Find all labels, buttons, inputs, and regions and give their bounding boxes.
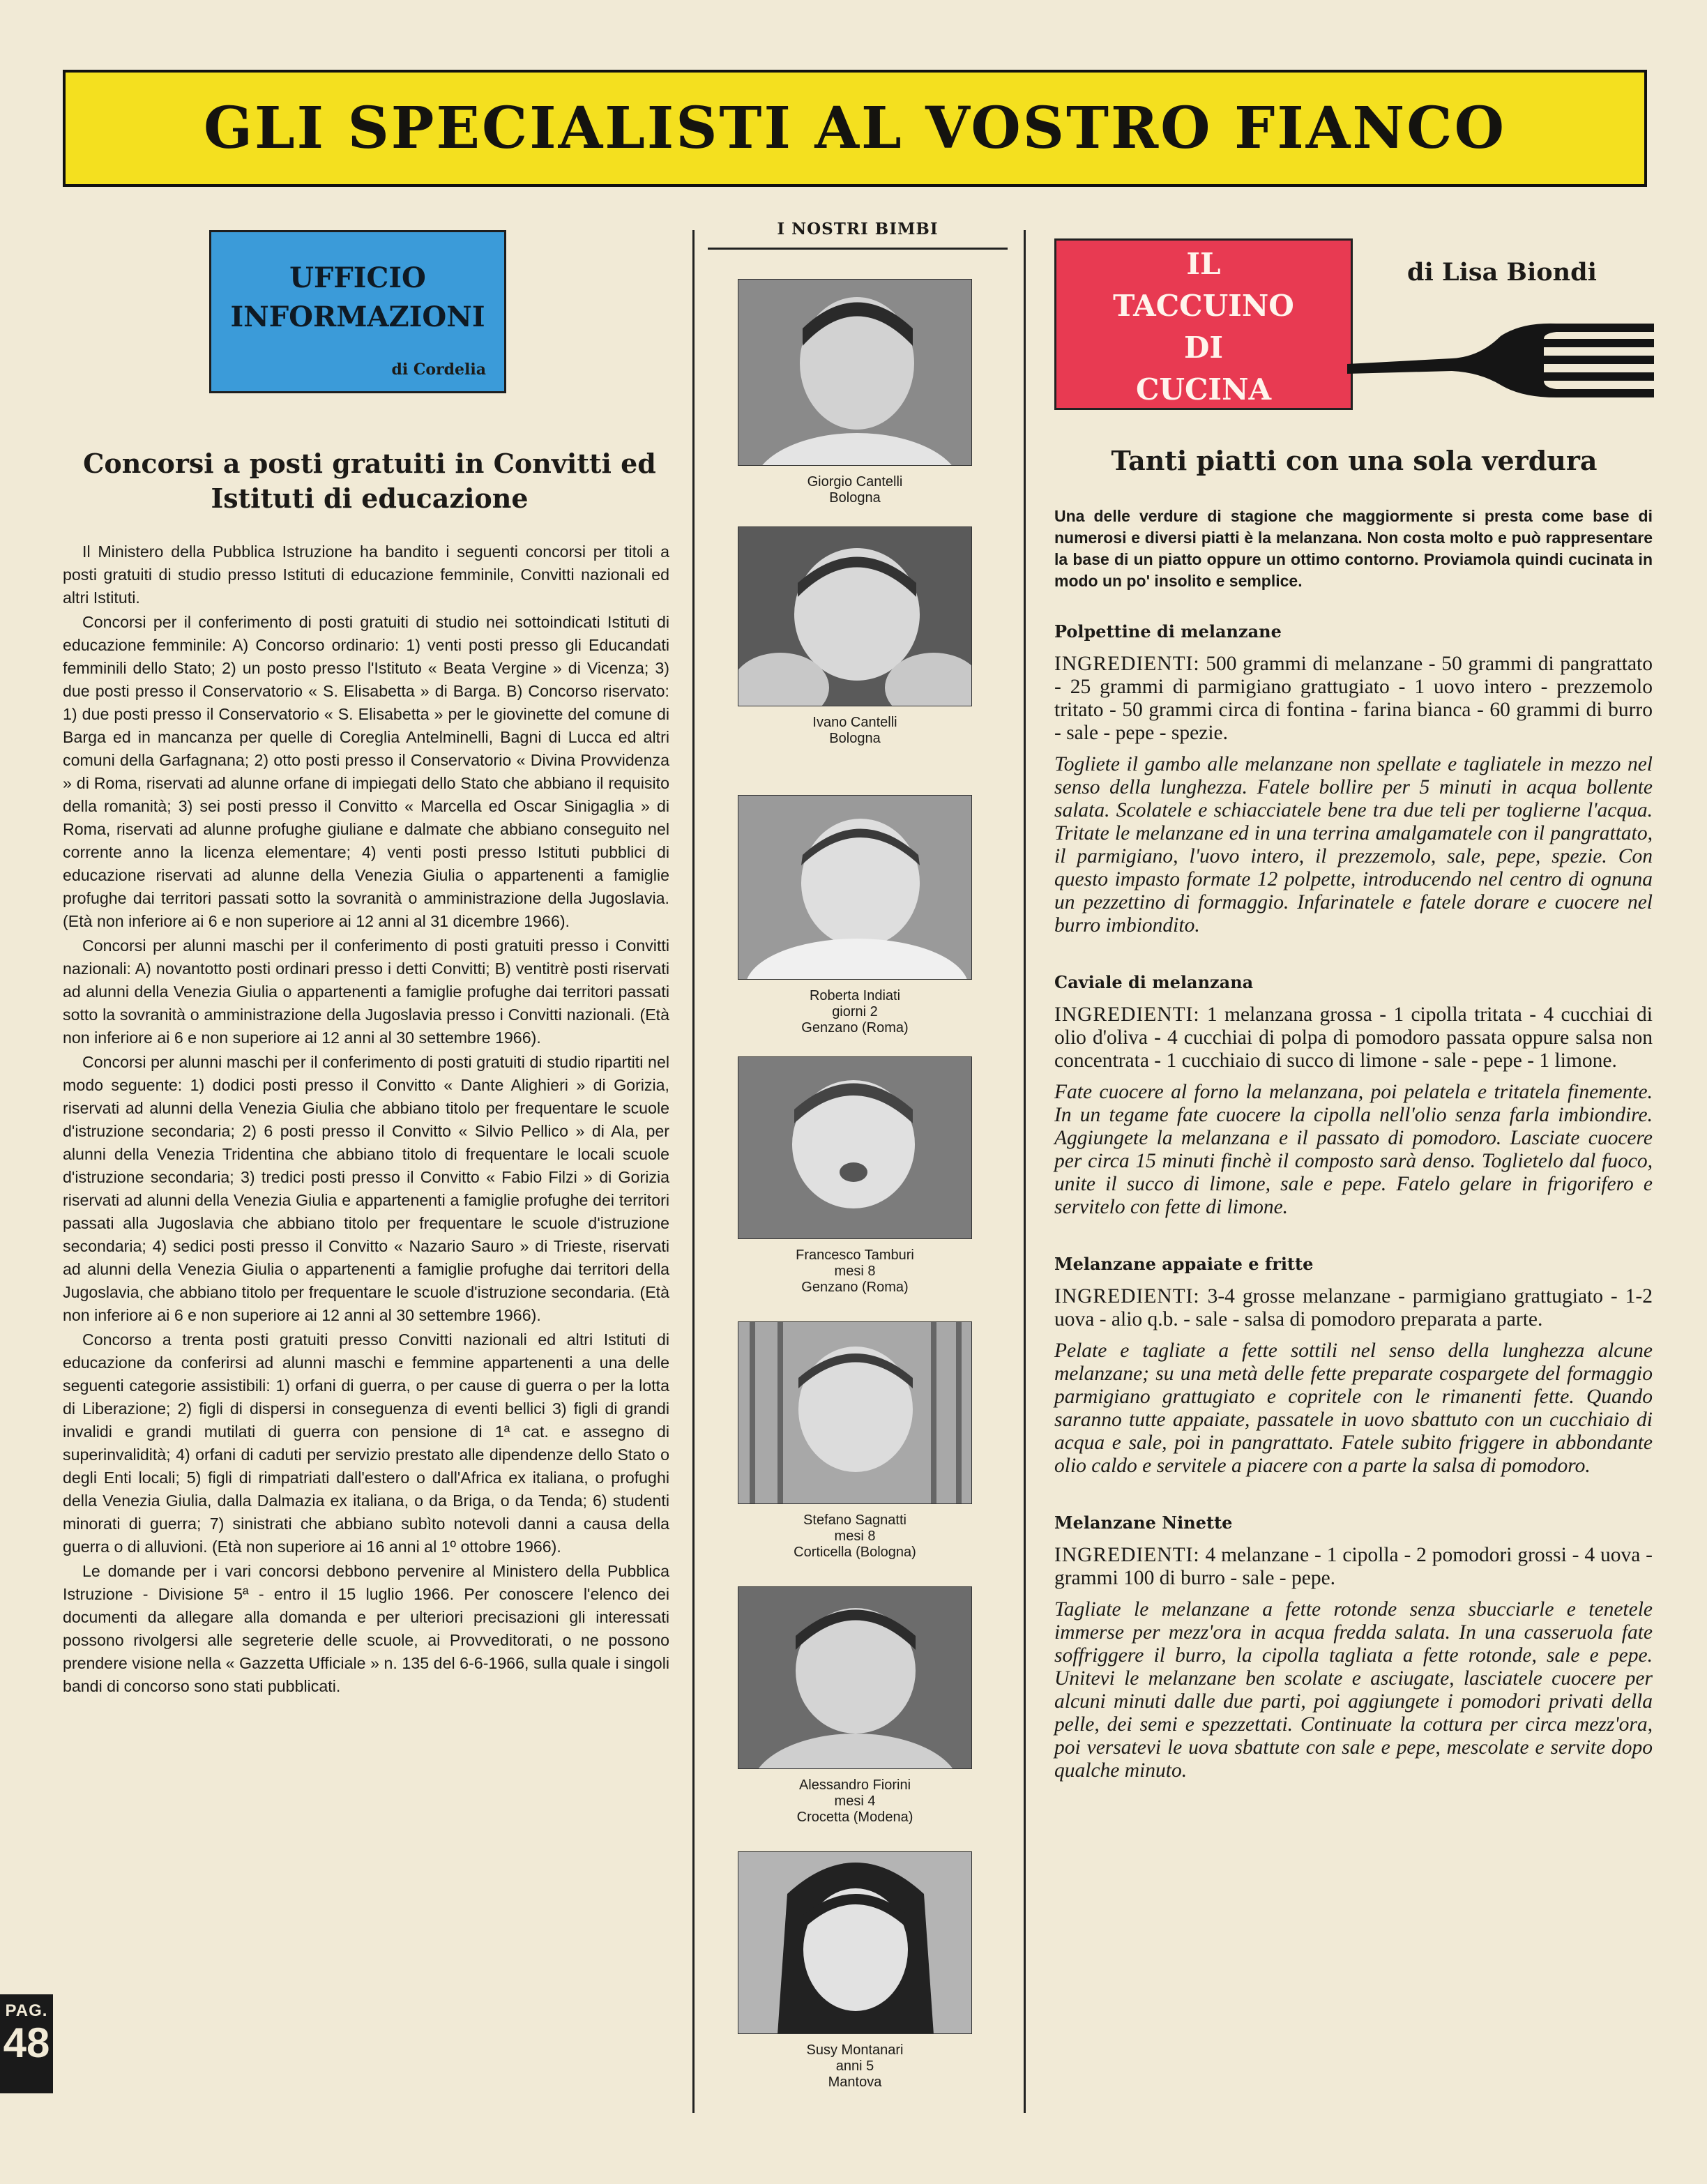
baby-caption xyxy=(738,1512,972,1561)
baby-entry xyxy=(738,1851,972,2091)
article-paragraph: Le domande per i vari concorsi debbono pervenire al Ministero della Pubblica Istruzione - Divisione 5ª - entro il 15 luglio 1966. Per conoscere l'elenco dei documenti da allegare alla domanda e per ulteriori precisazioni gli interessati possono rivolgersi alle segreterie delle scuole, ai Provveditorati, o ne possono prendere visione nella « Gazzetta Ufficiale » n. 135 del 6-6-1966, sulla quale i singoli bandi di concorso sono stati pubblicati. xyxy=(63,1562,669,1695)
baby-name: Ivano Cantelli xyxy=(812,715,897,730)
recipe-box-line: TACCUINO xyxy=(1113,289,1294,323)
recipe-item xyxy=(1054,1512,1653,1782)
info-office-author: di Cordelia xyxy=(391,361,486,379)
banner-title: GLI SPECIALISTI AL VOSTRO FIANCO xyxy=(203,95,1506,162)
ingredients-text: 4 melanzane - 1 cipolla - 2 pomodori grossi - 4 uova - grammi 100 di burro - sale - pepe. xyxy=(1054,1544,1653,1589)
recipe-item xyxy=(1054,621,1653,937)
info-office-title: UFFICIO INFORMAZIONI xyxy=(230,261,485,333)
recipe-title: Polpettine di melanzane xyxy=(1054,621,1282,642)
recipe-method: Fate cuocere al forno la melanzana, poi pelatela e tritatela finemente. In un tegame fate cuocere la cipolla nell'olio senza farla imbiondire. Aggiungete la melanzana e il passato di pomodoro. Lasciate cuocere per circa 15 minuti finchè il composto sarà denso. Toglietelo dal fuoco, unite il succo di limone, sale e pepe. Fatelo gelare in frigorifero e servitelo con fette di limone. xyxy=(1054,1081,1653,1218)
baby-detail: mesi 8 xyxy=(834,1264,876,1279)
baby-entry xyxy=(738,1056,972,1296)
baby-caption xyxy=(738,715,972,747)
baby-place: Crocetta (Modena) xyxy=(796,1810,913,1825)
ingredients-label: INGREDIENTI: xyxy=(1054,1003,1200,1026)
recipe-intro: Una delle verdure di stagione che maggiormente si presta come base di numerosi e diversi piatti è la melanzana. Non costa molto e può rappresentare la base di un piatto oppure un ottimo contorno. Proviamola quindi cucinata in modo un po' insolito e semplice. xyxy=(1054,507,1653,590)
baby-caption xyxy=(738,474,972,506)
baby-caption xyxy=(738,1248,972,1296)
page-number-tab xyxy=(0,1994,53,2093)
baby-detail: mesi 8 xyxy=(834,1529,876,1544)
baby-photo xyxy=(738,795,972,980)
baby-place: Mantova xyxy=(828,2075,882,2090)
recipe-item xyxy=(1054,972,1653,1219)
baby-photo xyxy=(738,526,972,706)
page-label: PAG. xyxy=(5,2001,48,2020)
ingredients-text: 3-4 grosse melanzane - parmigiano grattugiato - 1-2 uova - alio q.b. - sale - salsa di pomodoro preparata a parte. xyxy=(1054,1285,1653,1330)
article-body xyxy=(63,540,669,1699)
article-paragraph: Concorsi per alunni maschi per il conferimento di posti gratuiti presso i Convitti nazionali: A) novantotto posti ordinari presso i detti Convitti; B) ventitrè posti riservati ad alunni della Venezia Giulia o appartenenti a famiglie profughe dai territori passati sotto la sovranità o amministrazione della Jugoslavia presso i Convitti nazionali. (Età non inferiore ai 6 e non superiore ai 12 anni al 30 settembre 1966). xyxy=(63,936,669,1047)
article-paragraph: Concorsi per il conferimento di posti gratuiti di studio nei sottoindicati Istituti di educazione femminile: A) Concorso ordinario: 1) venti posti presso gli Educandati femminili dello Stato; 2) un posto presso l'Istituto « Beata Vergine » di Vicenza; 3) due posti presso il Conservatorio « S. Elisabetta » di Barga. B) Concorso riservato: 1) due posti presso il Conservatorio « S. Elisabetta » per le giovinette del comune di Barga ed in mancanza per quelle di Coreglia Antelminelli, Bagni di Lucca ed altri comuni della Garfagnana; 2) otto posti presso il Conservatorio « Divina Provvidenza » di Roma, riservati ad alunne orfane di impiegati dello Stato che abbiano il requisito della romanità; 3) sei posti presso il Convitto « Marcella ed Oscar Sinigaglia » di Roma, riservati ad alunne profughe giuliane e dalmate che abbiano conseguito nel corrente anno la licenza elementare; 4) venti posti presso Istituti pubblici di educazione riservati ad alunne della Venezia Giulia o appartenenti a famiglie profughe dai territori passati sotto la sovranità o amministrazione della Jugoslavia. (Età non inferiore ai 6 e non superiore ai 12 anni al 31 dicembre 1966). xyxy=(63,613,669,930)
recipe-title: Caviale di melanzana xyxy=(1054,972,1254,992)
recipe-box-line: DI xyxy=(1183,331,1224,365)
baby-entry xyxy=(738,279,972,506)
ingredients-label: INGREDIENTI: xyxy=(1054,653,1200,675)
baby-name: Alessandro Fiorini xyxy=(798,1777,911,1793)
baby-name: Francesco Tamburi xyxy=(796,1248,914,1263)
baby-photo xyxy=(738,1586,972,1769)
page-number: 48 xyxy=(3,2019,50,2066)
baby-name: Stefano Sagnatti xyxy=(803,1512,906,1528)
recipe-method: Togliete il gambo alle melanzane non spellate e tagliatele in mezzo nel senso della lunghezza. Fatele bollire per 5 minuti in acqua bollente salata. Scolatele e schiacciatele bene tra due teli per toglierne l'acqua. Tritate le melanzane ed in una terrina amalgamatele con il pangrattato, il parmigiano, l'uovo intero, il prezzemolo, sale, pepe, spezie. Con questo impasto formate 12 polpette, introducendo nel centro di ognuna un pezzettino di formaggio. Infarinatele e fatele dorare e cuocere nel burro imbiondito. xyxy=(1054,753,1653,936)
ingredients-label: INGREDIENTI: xyxy=(1054,1544,1200,1566)
recipe-title: Melanzane appaiate e fritte xyxy=(1054,1254,1314,1274)
ingredients-text: 1 melanzana grossa - 1 cipolla tritata - 4 cucchiai di olio d'oliva - 4 cucchiai di polpa di pomodoro passata oppure salsa non concentrata - 1 cucchiaio di succo di limone - sale - pepe - 1 limone. xyxy=(1054,1003,1653,1072)
article-headline: Concorsi a posti gratuiti in Convitti ed Istituti di educazione xyxy=(83,448,656,514)
baby-entry xyxy=(738,1586,972,1826)
baby-photo xyxy=(738,1851,972,2034)
recipe-notebook-box xyxy=(1054,238,1353,410)
babies-heading-rule xyxy=(708,248,1008,250)
column-divider-left xyxy=(692,230,695,2113)
column-divider-right xyxy=(1024,230,1026,2113)
baby-entry xyxy=(738,1321,972,1561)
baby-photo xyxy=(738,1321,972,1504)
article-paragraph: Concorsi per alunni maschi per il conferimento di posti gratuiti di studio ripartiti nel modo seguente: 1) dodici posti presso il Convitto « Dante Alighieri » di Gorizia, riservati ad alunni della Venezia Giulia che abbiano titolo per frequentare le scuole d'istruzione secondaria; 2) 6 posti presso il Convitto « Silvio Pellico » di Ala, per alunni della Venezia Tridentina che abbiano titolo di frequentare le locali scuole d'istruzione secondaria; 3) tredici posti presso il Convitto « Fabio Filzi » di Gorizia riservati ad alunni della Venezia Giulia e appartenenti a famiglie profughe dei territori passati alla Jugoslavia che abbiano titolo per frequentare le scuole d'istruzione secondaria; 4) sedici posti presso il Convitto « Nazario Sauro » di Trieste, riservati ad alunni della Venezia Giulia o appartenenti a famiglie profughe dai territori della Jugoslavia, che abbiano titolo per frequentare le scuole d'istruzione secondaria. (Età non inferiore ai 6 e non superiore ai 12 anni al 30 settembre 1966). xyxy=(63,1053,669,1324)
baby-place: Corticella (Bologna) xyxy=(794,1545,916,1560)
baby-photo xyxy=(738,279,972,466)
recipe-headline: Tanti piatti con una sola verdura xyxy=(1111,445,1598,476)
recipe-body xyxy=(1054,506,1653,1782)
recipe-ingredients xyxy=(1054,1285,1653,1331)
baby-name: Susy Montanari xyxy=(806,2042,904,2058)
article-paragraph: Concorso a trenta posti gratuiti presso Convitti nazionali ed altri Istituti di educazione da conferirsi ad alunni maschi e femmine appartenenti a una delle seguenti categorie assistibili: 1) orfani di guerra, o per cause di guerra o per la lotta di Liberazione; 2) figli di dispersi in conseguenza di eventi bellici 3) figli di grandi invalidi e grandi mutilati di guerra con pensione di 1ª cat. e assegno di superinvalidità; 4) orfani di caduti per servizio prestato alle dipendenze dello Stato o degli Enti locali; 5) figli di rimpatriati dall'estero o dall'Africa ex italiana, o profughi della Venezia Giulia, dalla Dalmazia ex italiana, o da Briga, o da Tenda; 6) studenti minorati di guerra; 7) sinistrati che abbiano subìto notevoli danni a causa della guerra o di alluvioni. (Età non superiore ai 16 anni al 1º ottobre 1966). xyxy=(63,1330,669,1556)
baby-detail: Bologna xyxy=(829,490,881,506)
recipe-ingredients xyxy=(1054,653,1653,745)
recipe-ingredients xyxy=(1054,1003,1653,1072)
baby-detail: anni 5 xyxy=(835,2058,874,2074)
baby-place: Genzano (Roma) xyxy=(801,1280,909,1295)
article-paragraph: Il Ministero della Pubblica Istruzione ha bandito i seguenti concorsi per titoli a posti gratuiti di studio presso Istituti di educazione femminile, Convitti nazionali ed altri Istituti. xyxy=(63,543,669,607)
fork-icon xyxy=(1347,315,1654,420)
baby-name: Roberta Indiati xyxy=(809,988,901,1003)
baby-entry xyxy=(738,526,972,747)
ingredients-label: INGREDIENTI: xyxy=(1054,1285,1200,1307)
baby-photo xyxy=(738,1056,972,1239)
info-office-box xyxy=(209,230,506,393)
baby-detail: Bologna xyxy=(829,731,881,746)
baby-detail: mesi 4 xyxy=(834,1794,876,1809)
baby-entry xyxy=(738,795,972,1036)
recipe-ingredients xyxy=(1054,1544,1653,1590)
header-banner xyxy=(63,70,1647,187)
babies-heading: I NOSTRI BIMBI xyxy=(777,220,939,238)
ingredients-text: 500 grammi di melanzane - 50 grammi di pangrattato - 25 grammi di parmigiano grattugiato - 1 uovo intero - prezzemolo tritato - 50 grammi circa di fontina - farina bianca - 60 grammi di burro - sale - pepe - spezie. xyxy=(1054,653,1653,744)
recipe-method: Tagliate le melanzane a fette rotonde senza sbucciarle e tenetele immerse per mezz'ora in acqua fredda salata. In una casseruola fate soffriggere il burro, la cipolla tagliata a fette rotonde, sale e pepe. Unitevi le melanzane ben scolate e asciugate, lasciatele cuocere per alcuni minuti dalle due parti, poi aggiungete i pomodori privati della pelle, dei semi e spezzettati. Continuate la cottura per circa mezz'ora, poi versatevi le uova sbattute con sale e pepe, mescolate e servite dopo qualche minuto. xyxy=(1054,1598,1653,1782)
recipe-box-line: IL xyxy=(1186,247,1221,281)
recipe-method: Pelate e tagliate a fette sottili nel senso della lunghezza alcune melanzane; su una metà delle fette preparate cospargete del formaggio parmigiano grattugiato e copritele con le rimanenti fette. Quando saranno tutte appaiate, passatele in uovo sbattuto con un cucchiaio di acqua e sale, poi in pangrattato. Fatele subito friggere in abbondante olio caldo e servitele a piacere con a parte la salsa di pomodoro. xyxy=(1054,1340,1653,1477)
recipe-author: di Lisa Biondi xyxy=(1407,258,1597,287)
baby-name: Giorgio Cantelli xyxy=(807,474,903,490)
recipe-item xyxy=(1054,1254,1653,1478)
baby-detail: giorni 2 xyxy=(832,1004,878,1019)
baby-caption xyxy=(738,988,972,1036)
recipe-box-line: CUCINA xyxy=(1135,372,1272,407)
baby-caption xyxy=(738,1777,972,1826)
baby-caption xyxy=(738,2042,972,2091)
baby-place: Genzano (Roma) xyxy=(801,1020,909,1036)
recipe-title: Melanzane Ninette xyxy=(1054,1512,1233,1533)
